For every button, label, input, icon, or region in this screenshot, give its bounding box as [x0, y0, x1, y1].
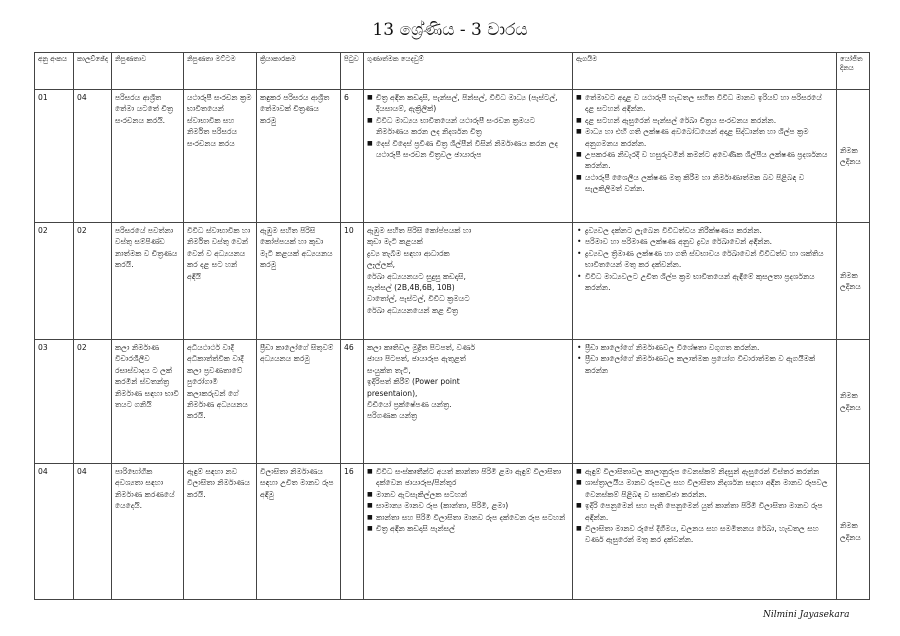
- author-signature: Nilmini Jayasekara: [763, 610, 850, 620]
- row-evaluation: [573, 90, 837, 223]
- row-periods: 04: [74, 90, 112, 223]
- list-item: ■ ශාස්ත්‍රාලයීය මානව රූපවල සහ විලාසිතා නිදර්ශන සඳහා අඳින මානව රූපවල වෙනස්කම් පිළිබඳ ව සාකච්ඡා කරන්න.: [585, 477, 833, 500]
- table-row: [35, 464, 870, 600]
- header-activity: ක්‍රියාකාරකම: [257, 53, 341, 90]
- row-level: විවිධ ස්වාභාවික හා නිර්මිත වස්තු වෙන් වෙන් ව අධ්‍යයනය කර දළ සට හන් අඳියි: [184, 223, 257, 340]
- list-item: කුඩා මැටි කළයක්: [367, 237, 423, 247]
- row-activity: විලාසිතා නිර්මාණය සඳහා උචිත මානව රූප අඳිමු: [257, 464, 341, 600]
- row-evaluation: [573, 464, 837, 600]
- list-item: ■ විලාසිතා මානව රූපේ දිගීමය, චලනය සහ සමමිතනය රේඛා, හැඩතල සහ වර්ණ ඇසුරෙන් මතු කර දක්වන්න.: [585, 523, 833, 546]
- list-item: • ප්‍රීඩා කාලෝගේ නිර්මාණවල කලාත්මක ප්‍රයෝග විචාරාත්මක ව ඇගයීමක් කරන්න: [585, 353, 833, 376]
- row-page: 6: [341, 90, 364, 223]
- row-periods: 04: [74, 464, 112, 600]
- row-date: නිමක ලදිනය: [837, 90, 870, 223]
- row-periods: 02: [74, 223, 112, 340]
- row-inputs: [364, 223, 573, 340]
- list-item: ලෑල්ලක්,: [367, 260, 396, 270]
- list-item: ■ දළ සටහන් ඇසුරෙන් පැන්සල් රේඛා චිත්‍රය සංරචනය කරන්න.: [585, 115, 833, 126]
- list-item: ■ කාන්තා සහ පිරිමි විලාසිතා මානව රූප දක්වෙන රූප සටහන්: [376, 512, 569, 523]
- row-competency: පරිසරය ආශ්‍රිත තේමා යටතේ චිත්‍ර සංරචනය කරයි.: [112, 90, 184, 223]
- list-item: ද්‍රව්‍ය තැබීම සඳහා ආධාරක: [367, 248, 450, 258]
- list-item: ■ යථාරූපී ශෛලීය ලක්ෂණ මතු කිරීම හා නිර්මාණාත්මක බව පිළිබඳ ව සැලකිලිමත් වන්න.: [585, 172, 833, 195]
- header-periods: කාලච්ඡේද: [74, 53, 112, 90]
- header-inputs: ගුණාත්මක යෙදවුම්: [364, 53, 573, 90]
- header-competency: නිපුණතාව: [112, 53, 184, 90]
- list-item: ■ තේමාවට අදාළ ව යථාරූපී හැඩතල සහිත විවිධ මානව ඉරියව් හා පරිසරයේ දළ සටහන් අඳින්න.: [585, 92, 833, 115]
- list-item: ■ මානව ඇටසැකිල්ලක සටහන්: [376, 489, 569, 500]
- list-item: • පරිමාව හා පරිමාණ ලක්ෂණ අනුව ද්‍රව්‍ය රේඛාවෙන් අඳින්න.: [585, 236, 833, 247]
- list-item: • ද්‍රව්‍යවල දක්නට ලැබෙන විවිධත්වය නිරීක්ෂණය කරන්න.: [585, 225, 833, 236]
- list-item: ■ සාමාන්‍ය මානව රූප (කාන්තා, පිරිමි, ළමා): [376, 500, 569, 511]
- list-item: පරිගණක යන්ත්‍ර: [367, 411, 418, 421]
- row-no: 01: [35, 90, 74, 223]
- list-item: රේඛා අධ්‍යයනයෙන් කළ චිත්‍ර: [367, 305, 459, 315]
- header-no: අනු අංකය: [35, 53, 74, 90]
- list-item: ■ චිත්‍ර අඳින කඩදාසි, පැන්සල්, පින්සල්, විවිධ මාධ්‍ය (පැස්ටල්, දියසායම්, ඇක්‍රිලික්): [376, 92, 569, 115]
- list-item: ■ ඇඳුම් විලාසිතාවල කාලානුරූප වෙනස්කම් නිදසුන් ඇසුරෙන් විස්තර කරන්න: [585, 466, 833, 477]
- list-item: පැන්සල් (2B,4B,6B, 10B): [367, 282, 455, 292]
- row-no: 02: [35, 223, 74, 340]
- row-competency: කලා නිර්මාණ විචාරශීලීව රසාස්වාදය ට ලක් කරමින් ස්වතන්ත්‍ර නිර්මාණ සඳහා භාවි තයට ගනියි: [112, 340, 184, 464]
- list-item: presentaion),: [367, 388, 418, 398]
- list-item: ■ දෙස් විදෙස් ප්‍රවීණ චිත්‍ර ශිල්පීන් විසින් නිර්මාණය කරන ලද යථාරූපී සංරචන චිත්‍රවල ඡායාරූප: [376, 138, 569, 161]
- row-evaluation: [573, 223, 837, 340]
- header-page: පිටුව: [341, 53, 364, 90]
- row-page: 46: [341, 340, 364, 464]
- list-item: • ද්‍රව්‍යවල ත්‍රිමාණ ලක්ෂණ හා ගති ස්වභාවය රේඛාවෙන් විවිධත්ව හා ශක්තිය භාවිතයෙන් මතු කර දක්වන්න.: [585, 248, 833, 271]
- row-activity: ප්‍රීඩා කාලෝගේ සිතුවම් අධ්‍යයනය කරමු: [257, 340, 341, 464]
- table-row: [35, 340, 870, 464]
- list-item: ■ උපකරණ නිවැරදි ව හසුරුවමින් කමන්ට අවෙණික ශිල්පීය ලක්ෂණ ප්‍රදර්ශනය කරන්න.: [585, 149, 833, 172]
- list-item: වාතෝල්, පැස්ටල්, විවිධ ක්‍රමයට: [367, 294, 470, 304]
- list-item: ■ විවිධ සංස්කෘතීන්ට අයත් කාන්තා පිරිමි ළමා ඇඳුම් විලාසිතා දක්වෙන ඡායාරූප/පින්තූර: [376, 466, 569, 489]
- table-row: [35, 90, 870, 223]
- row-date: නිමක ලදිනය: [837, 340, 870, 464]
- row-no: 03: [35, 340, 74, 464]
- row-no: 04: [35, 464, 74, 600]
- row-level: යථාරූපී සංරචන ක්‍රම භාවිතයෙන් ස්වාභාවික සහ නිර්මිත පරිසරය සංරචනය කරය: [184, 90, 257, 223]
- row-activity: ඇඹුම සහිත පිරිසි කෝප්පයක් හා කුඩා මැටි කළයක් අධ්‍යයනය කරමු: [257, 223, 341, 340]
- row-page: 16: [341, 464, 364, 600]
- row-competency: පරිසරයේ පවත්නා වස්තු සම්පිණ්ඩ නාත්මක ව චිත්‍රණය කරයි.: [112, 223, 184, 340]
- row-competency: පාරිභෝගික අවශ්‍යතා සඳහා නිර්මාණ කරණයේ යෙදෙයි.: [112, 464, 184, 600]
- list-item: ඇඹුම සහිත පිරිසි කෝප්පයක් හා: [367, 226, 472, 235]
- list-item: ඡායා පිටපත්, ඡායාරූප ඇතුළත්: [367, 354, 466, 364]
- row-date: නිමක ලදිනය: [837, 464, 870, 600]
- row-level: ඇඳුම් සඳහා නව විලාසිතා නිර්මාණය කරයි.: [184, 464, 257, 600]
- list-item: වීඩියෝ ප්‍රක්ෂේපණ යන්ත්‍ර.: [367, 399, 452, 409]
- row-periods: 02: [74, 340, 112, 464]
- page-title: 13 ශ්‍රේණිය - 3 වාරය: [372, 20, 528, 40]
- list-item: ■ ඉදිරි පෙනුමෙන් සහ පැති පෙනුමෙන් යුත් කාන්තා පිරිමි විලාසිතා මානව රූප අඳින්න.: [585, 500, 833, 523]
- list-item: ■ චිත්‍ර අඳින කඩදාසි පැන්සල්: [376, 523, 569, 534]
- row-level: අධියථාර්ථ වාදී අධිකාත්ත්වික වාදී කලා ප්‍රවණතාවේ පුරෝගාමී කලාකරුවන් ගේ නිර්මාණ අධ්‍යයනය කරයි.: [184, 340, 257, 464]
- table-row: [35, 223, 870, 340]
- row-inputs: [364, 90, 573, 223]
- header-evaluation: ඇගයීම: [573, 53, 837, 90]
- list-item: • විවිධ මාධ්‍යවලට උචිත ශිල්ප ක්‍රම භාවිතයෙන් ඇඳීමේ කුසලතා ප්‍රදර්ශනය කරන්න.: [585, 271, 833, 294]
- header-row: [35, 53, 870, 90]
- list-item: ■ මාධ්‍ය හා එහි ගති ලක්ෂණ අවබෝධයෙන් අදාළ සිද්ධාන්ත හා ශිල්ප ක්‍රම අනුගමනය කරන්න.: [585, 126, 833, 149]
- list-item: රේඛා අධ්‍යයනයට සුදුසු කඩදාසි,: [367, 271, 466, 281]
- row-inputs: [364, 340, 573, 464]
- list-item: කලා කෘතිවල මුද්‍රිත පිටපත්, වර්ණ: [367, 343, 476, 352]
- header-level: නිපුණතා මට්ටම: [184, 53, 257, 90]
- header-date: යෝජිත දිනය: [837, 53, 870, 90]
- work-plan-table: [34, 52, 870, 600]
- row-inputs: [364, 464, 573, 600]
- list-item: සංයුක්ත තැටි,: [367, 365, 411, 375]
- list-item: • ප්‍රීඩා කාලෝගේ නිර්මාණවල විශේෂතා වගුගත කරන්න.: [585, 342, 833, 353]
- row-date: නිමක ලදිනය: [837, 223, 870, 340]
- row-activity: කඳුකර පරිසරය ආශ්‍රිත තේමාවක් චිත්‍රණය කරමු: [257, 90, 341, 223]
- list-item: ඉදිරිපත් කිරීම් (Power point: [367, 377, 460, 387]
- list-item: ■ විවිධ මාධ්‍යය භාවිතයෙන් යථාරූපී සංරචන ක්‍රමයට නිර්මාණය කරන ලද නිදර්ශන චිත්‍ර: [376, 115, 569, 138]
- row-page: 10: [341, 223, 364, 340]
- row-evaluation: [573, 340, 837, 464]
